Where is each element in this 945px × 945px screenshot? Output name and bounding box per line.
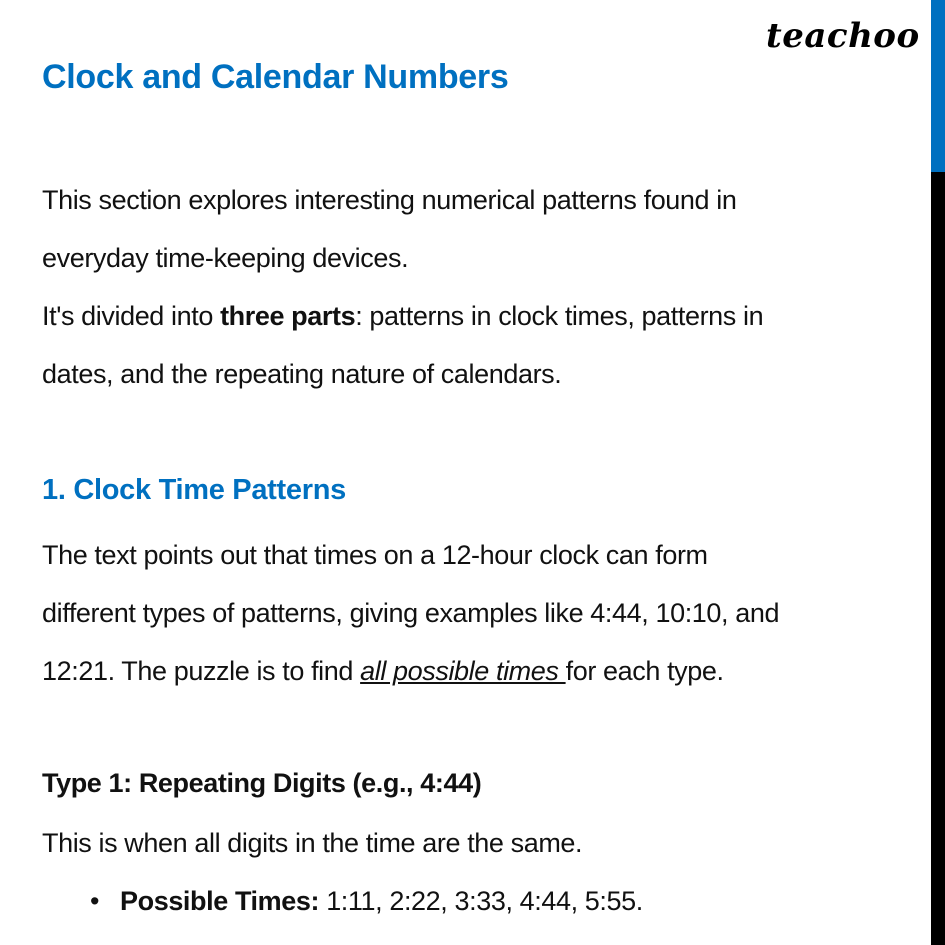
intro-line-3-prefix: It's divided into (42, 301, 221, 331)
section-heading-clock-time-patterns: 1. Clock Time Patterns (42, 474, 346, 506)
intro-paragraph (42, 171, 763, 403)
bullet-value: 1:11, 2:22, 3:33, 4:44, 5:55. (319, 886, 643, 916)
bullet-label: Possible Times: (120, 886, 320, 916)
intro-line-3-suffix: : patterns in clock times, patterns in (355, 301, 764, 331)
possible-times-list (90, 876, 643, 926)
section1-line-2: different types of patterns, giving examples like 4:44, 10:10, and (42, 598, 780, 628)
list-item (90, 876, 643, 926)
bullet-icon: • (90, 886, 100, 916)
section1-paragraph (42, 526, 779, 700)
intro-line-2: everyday time-keeping devices. (42, 243, 409, 273)
emphasis-all-possible-times: all possible times (360, 656, 566, 686)
type1-description: This is when all digits in the time are the same. (42, 828, 583, 858)
intro-line-1: This section explores interesting numerical patterns found in (42, 185, 737, 215)
intro-line-4: dates, and the repeating nature of calendars. (42, 359, 562, 389)
page-title: Clock and Calendar Numbers (42, 58, 509, 96)
section1-line-3-suffix: for each type. (565, 656, 724, 686)
teachoo-logo: teachoo (766, 16, 920, 56)
section1-line-1: The text points out that times on a 12-hour clock can form (42, 540, 708, 570)
section1-line-3-prefix: 12:21. The puzzle is to find (42, 656, 361, 686)
intro-bold-three-parts: three parts (220, 301, 356, 331)
accent-bar-black (931, 172, 945, 945)
type1-heading: Type 1: Repeating Digits (e.g., 4:44) (42, 768, 482, 798)
accent-bar-blue (931, 0, 945, 172)
